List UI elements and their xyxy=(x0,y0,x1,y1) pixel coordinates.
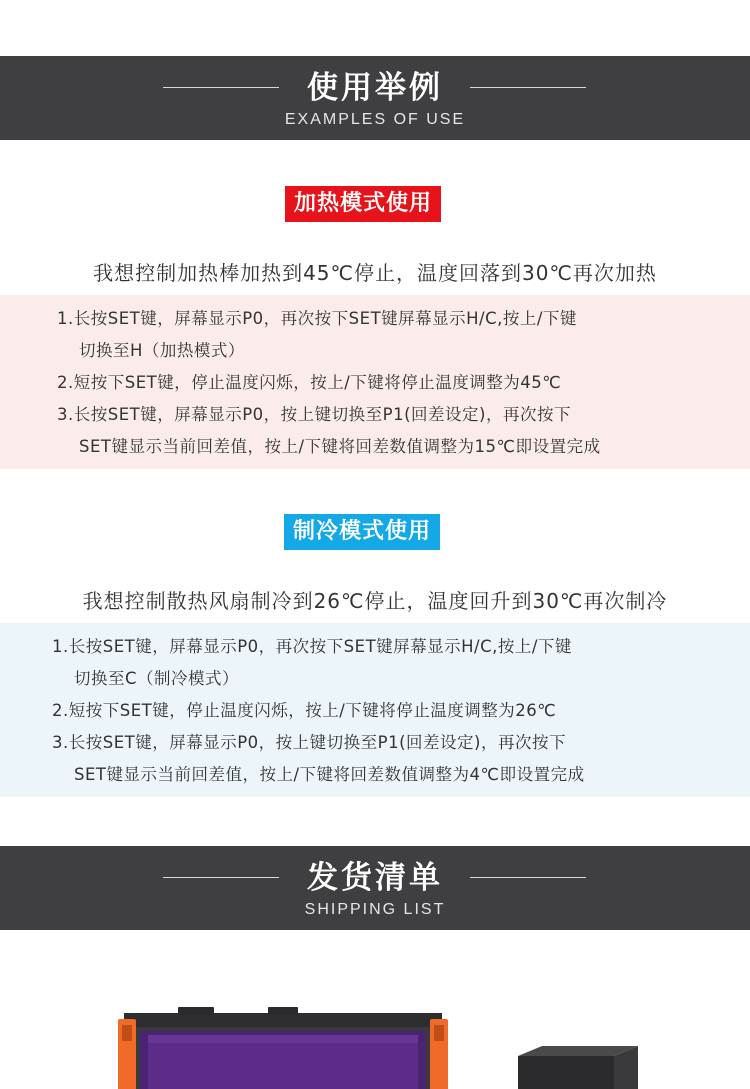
cooling-step: 2.短按下SET键，停止温度闪烁，按上/下键将停止温度调整为26℃ xyxy=(52,701,557,720)
section-banner-shipping xyxy=(0,846,750,930)
section-banner-examples xyxy=(0,56,750,140)
cooling-mode-tag: 制冷模式使用 xyxy=(284,514,440,550)
cooling-steps-panel xyxy=(0,623,750,797)
section-title: 使用举例 xyxy=(307,70,443,106)
heating-step: 3.长按SET键，屏幕显示P0，按上键切换至P1(回差设定)，再次按下 xyxy=(57,405,571,424)
cooling-intro: 我想控制散热风扇制冷到26℃停止，温度回升到30℃再次制冷 xyxy=(82,589,668,613)
section-title: 发货清单 xyxy=(307,860,443,896)
heating-step: 2.短按下SET键，停止温度闪烁，按上/下键将停止温度调整为45℃ xyxy=(57,373,562,392)
cooling-step: 1.长按SET键，屏幕显示P0，再次按下SET键屏幕显示H/C,按上/下键 xyxy=(52,637,572,656)
cooling-step: SET键显示当前回差值，按上/下键将回差数值调整为4℃即设置完成 xyxy=(74,765,585,784)
heating-step: SET键显示当前回差值，按上/下键将回差数值调整为15℃即设置完成 xyxy=(79,437,601,456)
heating-steps-panel xyxy=(0,295,750,469)
cooling-step: 切换至C（制冷模式） xyxy=(74,669,240,688)
mounting-bracket-image xyxy=(518,1046,638,1089)
heating-mode-tag: 加热模式使用 xyxy=(285,186,441,222)
heating-step: 切换至H（加热模式） xyxy=(79,341,245,360)
cooling-step: 3.长按SET键，屏幕显示P0，按上键切换至P1(回差设定)，再次按下 xyxy=(52,733,566,752)
section-subtitle: SHIPPING LIST xyxy=(304,901,446,918)
section-subtitle: EXAMPLES OF USE xyxy=(284,111,466,128)
heating-step: 1.长按SET键，屏幕显示P0，再次按下SET键屏幕显示H/C,按上/下键 xyxy=(57,309,577,328)
heating-intro: 我想控制加热棒加热到45℃停止，温度回落到30℃再次加热 xyxy=(93,261,657,285)
thermostat-controller-image xyxy=(118,1005,448,1089)
